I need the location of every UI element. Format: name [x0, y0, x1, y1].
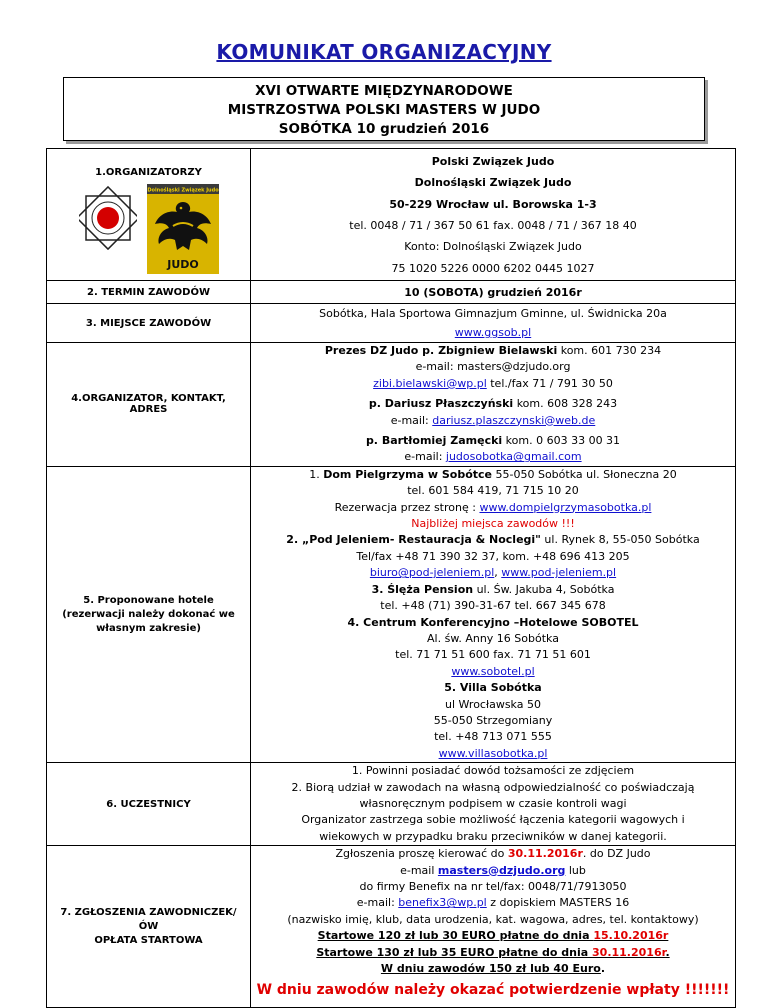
zgloszenia-label-cell	[47, 846, 251, 1008]
hotel-5-address1: ul Wrocławska 50	[445, 697, 541, 711]
termin-label: 2. TERMIN ZAWODÓW	[47, 281, 251, 304]
contact-1-line3	[251, 376, 735, 392]
uczestnicy-line-3: własnoręcznym podpisem w czasie kontroli wagi	[359, 796, 627, 810]
hotel-3-phone: tel. +48 (71) 390-31-67 tel. 667 345 678	[380, 599, 606, 613]
org-line-phone: tel. 0048 / 71 / 367 50 61 fax. 0048 / 71 / 367 18 40	[349, 219, 637, 232]
hotel-1-number: 1.	[309, 467, 324, 481]
zgloszenia-label-line1: 7. ZGŁOSZENIA ZAWODNICZEK/	[60, 906, 237, 918]
contact-3-line2	[251, 449, 735, 465]
hotel-1-reservation	[251, 500, 735, 516]
logo-right-word: JUDO	[166, 258, 199, 271]
contact-3-line1	[251, 433, 735, 449]
hotel-4-name: 4. Centrum Konferencyjno –Hotelowe SOBOTEL	[347, 615, 639, 629]
row-kontakt	[47, 343, 736, 467]
hotel-5-address2: 55-050 Strzegomiany	[433, 713, 553, 727]
zgloszenia-cell	[251, 846, 736, 1008]
row-zgloszenia	[47, 846, 736, 1008]
contact-1-email: e-mail: masters@dzjudo.org	[415, 360, 571, 374]
zgl-fee-2-date: 30.11.2016r	[592, 945, 666, 959]
hotel-1-address: 55-050 Sobótka ul. Słoneczna 20	[492, 467, 677, 481]
org-line-account-name: Konto: Dolnośląski Związek Judo	[404, 240, 582, 254]
hotel-3-header	[251, 582, 735, 598]
event-header-box	[63, 77, 705, 141]
contact-1-name: Prezes DZ Judo p. Zbigniew Bielawski	[324, 344, 558, 357]
org-line-pzj: Polski Związek Judo	[431, 154, 555, 168]
logo-right-text: Dolnośląski Związek Judo	[146, 187, 219, 194]
zgl-benefix-label: e-mail:	[356, 896, 399, 910]
hotel-1-link[interactable]: www.dompielgrzymasobotka.pl	[479, 500, 652, 514]
event-header-line1: XVI OTWARTE MIĘDZYNARODOWE	[255, 83, 513, 99]
miejsce-link[interactable]: www.ggsob.pl	[454, 326, 532, 339]
row-hotele	[47, 466, 736, 762]
kontakt-cell	[251, 343, 736, 467]
contact-2-email-label: e-mail:	[390, 413, 433, 427]
zgl-benefix-suffix: z dopiskiem MASTERS 16	[486, 896, 630, 910]
zgl-fee-2	[251, 945, 735, 961]
org-line-address: 50-229 Wrocław ul. Borowska 1-3	[389, 197, 597, 211]
row-organizatorzy	[47, 149, 736, 281]
hotele-label-line1: 5. Proponowane hotele	[83, 594, 214, 606]
hotel-1-name: Dom Pielgrzyma w Sobótce	[323, 467, 493, 481]
zgl-line-5: (nazwisko imię, klub, data urodzenia, kat. wagowa, adres, tel. kontaktowy)	[287, 912, 699, 926]
hotel-2-address: ul. Rynek 8, 55-050 Sobótka	[540, 533, 700, 547]
contact-1-email2[interactable]: zibi.bielawski@wp.pl	[373, 376, 487, 390]
zgl-deadline-suffix: . do DZ Judo	[582, 847, 651, 861]
zgl-benefix-email[interactable]: benefix3@wp.pl	[398, 896, 487, 910]
zgl-fee-3-suffix: .	[600, 962, 606, 976]
uczestnicy-label: 6. UCZESTNICY	[47, 763, 251, 846]
contact-3-email[interactable]: judosobotka@gmail.com	[445, 450, 582, 464]
kontakt-label-cell	[47, 343, 251, 467]
organizatorzy-value	[251, 149, 736, 281]
hotel-1-header	[251, 467, 735, 483]
uczestnicy-line-2: 2. Biorą udział w zawodach na własną odpowiedzialność co poświadczają	[291, 780, 695, 794]
zgl-line-2	[251, 863, 735, 879]
zgl-fee-2-text: Startowe 130 zł lub 35 EURO płatne do dnia	[316, 945, 593, 959]
contact-2-line2	[251, 413, 735, 429]
zgl-line-4	[251, 895, 735, 911]
hotel-3-name: 3. Ślęża Pension	[371, 582, 474, 596]
hotel-4-phone: tel. 71 71 51 600 fax. 71 71 51 601	[395, 648, 591, 662]
miejsce-value: Sobótka, Hala Sportowa Gimnazjum Gminne, ul. Świdnicka 20a	[319, 307, 667, 320]
row-termin	[47, 281, 736, 304]
hotel-2-name: 2. „Pod Jeleniem- Restauracja & Noclegi"	[286, 533, 541, 547]
zgl-fee-3	[251, 961, 735, 977]
contact-3-email-label: e-mail:	[404, 450, 446, 464]
hotel-4-address: Al. św. Anny 16 Sobótka	[427, 631, 559, 645]
hotel-2-links	[251, 565, 735, 581]
contact-2-line1	[251, 396, 735, 412]
zgl-fee-2-suffix: .	[665, 945, 670, 959]
uczestnicy-line-1: 1. Powinni posiadać dowód tożsamości ze zdjęciem	[351, 764, 635, 778]
kontakt-label-line2: ADRES	[129, 404, 168, 416]
org-line-account-number: 75 1020 5226 0000 6202 0445 1027	[391, 261, 595, 275]
contact-1-phone: kom. 601 730 234	[557, 344, 662, 357]
event-header-line3: SOBÓTKA 10 grudzień 2016	[278, 121, 490, 137]
hotel-5-name: 5. Villa Sobótka	[444, 681, 542, 695]
zgl-deadline-text: Zgłoszenia proszę kierować do	[335, 847, 508, 861]
miejsce-label: 3. MIEJSCE ZAWODÓW	[47, 304, 251, 343]
organizatorzy-cell	[47, 149, 251, 281]
info-table	[46, 148, 736, 1008]
zgl-deadline-date: 30.11.2016r	[507, 847, 583, 861]
zgloszenia-label-line3: OPŁATA STARTOWA	[94, 934, 203, 946]
zgloszenia-label-line2: ÓW	[138, 920, 159, 932]
kontakt-label-line1: 4.ORGANIZATOR, KONTAKT,	[71, 393, 226, 405]
event-header-line2: MISTRZOSTWA POLSKI MASTERS W JUDO	[227, 102, 541, 118]
contact-3-phone: kom. 0 603 33 00 31	[502, 434, 621, 448]
hotel-2-website[interactable]: www.pod-jeleniem.pl	[501, 566, 617, 580]
zgl-fee-1-text: Startowe 120 zł lub 30 EURO płatne do dnia	[317, 929, 594, 943]
zgl-fee-1	[251, 928, 735, 944]
hotel-1-reservation-label: Rezerwacja przez stronę :	[334, 500, 480, 514]
uczestnicy-line-4: Organizator zastrzega sobie możliwość łączenia kategorii wagowych i	[301, 813, 685, 827]
contact-1-fax: tel./fax 71 / 791 30 50	[486, 376, 613, 390]
hotel-2-phone: Tel/fax +48 71 390 32 37, kom. +48 696 413 205	[356, 549, 630, 563]
hotel-1-note: Najbliżej miejsca zawodów !!!	[411, 517, 575, 531]
uczestnicy-line-5: wiekowych w przypadku braku przeciwników w danej kategorii.	[319, 829, 667, 843]
hotel-2-email[interactable]: biuro@pod-jeleniem.pl	[369, 566, 495, 580]
contact-2-phone: kom. 608 328 243	[513, 397, 618, 411]
zgl-email-label: e-mail	[400, 863, 438, 877]
hotel-5-phone: tel. +48 713 071 555	[434, 730, 552, 744]
hotel-4-link[interactable]: www.sobotel.pl	[451, 664, 535, 678]
miejsce-cell	[251, 304, 736, 343]
hotele-label-line2: (rezerwacji należy dokonać we	[62, 608, 235, 620]
contact-3-name: p. Bartłomiej Zamęcki	[365, 434, 503, 448]
termin-value: 10 (SOBOTA) grudzień 2016r	[251, 281, 736, 304]
zgl-fee-1-date: 15.10.2016r	[593, 929, 669, 943]
pzj-logo-icon	[79, 184, 137, 253]
zgl-email-suffix: lub	[565, 863, 586, 877]
hotele-cell	[251, 466, 736, 762]
row-uczestnicy	[47, 763, 736, 846]
zgl-line-1	[251, 846, 735, 862]
hotele-label-cell	[47, 466, 251, 762]
zgl-fee-3-text: W dniu zawodów 150 zł lub 40 Euro	[380, 962, 601, 976]
hotel-5-link[interactable]: www.villasobotka.pl	[438, 746, 548, 760]
zgl-line-3: do firmy Benefix na nr tel/fax: 0048/71/7913050	[359, 880, 627, 893]
organizer-logos	[47, 184, 250, 277]
hotel-3-address: ul. Św. Jakuba 4, Sobótka	[473, 582, 615, 596]
payment-confirmation-note: W dniu zawodów należy okazać potwierdzenie wpłaty !!!!!!!	[256, 982, 730, 999]
dzj-eagle-logo-icon	[147, 184, 219, 277]
hotel-1-phone: tel. 601 584 419, 71 715 10 20	[407, 484, 579, 498]
hotel-2-separator: ,	[494, 566, 502, 580]
zgl-email-link[interactable]: masters@dzjudo.org	[437, 863, 566, 877]
uczestnicy-cell	[251, 763, 736, 846]
page-title: KOMUNIKAT ORGANIZACYJNY	[216, 40, 552, 64]
hotel-2-header	[251, 532, 735, 548]
contact-2-name: p. Dariusz Płaszczyński	[368, 397, 514, 411]
organizatorzy-label: 1.ORGANIZATORZY	[95, 167, 202, 178]
hotele-label-line3: własnym zakresie)	[96, 622, 201, 634]
org-line-dzj: Dolnośląski Związek Judo	[414, 176, 572, 190]
row-miejsce	[47, 304, 736, 343]
contact-2-email[interactable]: dariusz.plaszczynski@web.de	[432, 413, 596, 427]
contact-1-line1	[251, 343, 735, 359]
